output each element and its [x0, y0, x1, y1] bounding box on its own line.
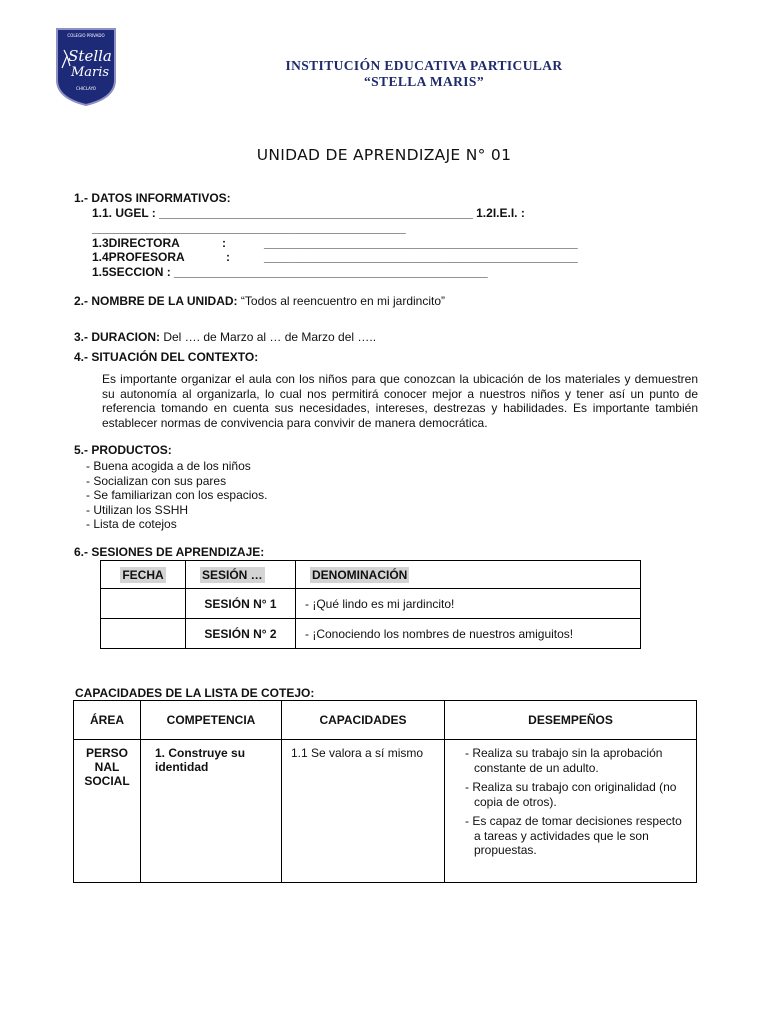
- nombre-unidad-label: 2.- NOMBRE DE LA UNIDAD:: [74, 294, 238, 308]
- desempeno-item: - Realiza su trabajo con originalidad (no copia de otros).: [465, 780, 677, 809]
- logo-text-stella: Stella: [68, 47, 112, 65]
- unit-title: UNIDAD DE APRENDIZAJE N° 01: [256, 146, 512, 164]
- producto-item: - Utilizan los SSHH: [86, 503, 189, 517]
- profesora-blank: _______________________________________________: [264, 250, 578, 264]
- cell-capacidad: 1.1 Se valora a sí mismo: [282, 740, 445, 883]
- producto-item: - Buena acogida a de los niños: [86, 459, 251, 473]
- ugel-line: 1.1. UGEL : _______________________________________________ 1.2I.E.I. :: [92, 206, 525, 220]
- col-header-capacidades: CAPACIDADES: [282, 701, 445, 740]
- nombre-unidad-value: “Todos al reencuentro en mi jardincito”: [237, 294, 445, 308]
- desempeno-item: - Es capaz de tomar decisiones respecto a tareas y actividades que le son propuestas.: [465, 814, 682, 857]
- duracion-label: 3.- DURACION:: [74, 330, 160, 344]
- directora-label: 1.3DIRECTORA: [92, 236, 180, 250]
- col-header-area: ÁREA: [74, 701, 141, 740]
- profesora-colon: :: [226, 250, 230, 264]
- duracion-row: [74, 330, 376, 344]
- directora-colon: :: [222, 236, 226, 250]
- profesora-label: 1.4PROFESORA: [92, 250, 185, 264]
- sesiones-heading: 6.- SESIONES DE APRENDIZAJE:: [74, 545, 265, 559]
- ugel-continuation-line: _______________________________________________: [92, 221, 406, 235]
- cell-sesion: SESIÓN N° 2: [186, 619, 296, 649]
- capacidades-heading: CAPACIDADES DE LA LISTA DE COTEJO:: [75, 686, 315, 700]
- col-header-denominacion: DENOMINACIÓN: [296, 561, 641, 589]
- cell-sesion: SESIÓN N° 1: [186, 589, 296, 619]
- cell-competencia: 1. Construye su identidad: [141, 740, 282, 883]
- cell-desempenos: [445, 740, 697, 883]
- col-header-desempenos: DESEMPEÑOS: [445, 701, 697, 740]
- directora-blank: _______________________________________________: [264, 236, 578, 250]
- institution-name-line2: “STELLA MARIS”: [363, 74, 484, 89]
- cell-denominacion: - ¡Conociendo los nombres de nuestros amiguitos!: [296, 619, 641, 649]
- productos-heading: 5.- PRODUCTOS:: [74, 443, 172, 457]
- situacion-heading: 4.- SITUACIÓN DEL CONTEXTO:: [74, 350, 259, 364]
- situacion-paragraph: Es importante organizar el aula con los niños para que conozcan la ubicación de los materiales y demuestren su autonomía al organizarla, lo cual nos permitirá conocer mejor a nuestros niños y tener así un punto de referencia tomando en cuenta sus necesidades, intereses, destrezas y habilidades. Es importante también establecer normas de convivencia para convivir de manera democrática.: [102, 372, 698, 430]
- col-header-sesion: SESIÓN …: [186, 561, 296, 589]
- institution-name-line1: INSTITUCIÓN EDUCATIVA PARTICULAR: [285, 58, 563, 73]
- table-row: [101, 589, 641, 619]
- logo-text-maris: Maris: [70, 65, 110, 80]
- producto-item: - Se familiarizan con los espacios.: [86, 488, 268, 502]
- producto-item: - Socializan con sus pares: [86, 474, 227, 488]
- cell-area: PERSO NAL SOCIAL: [74, 740, 141, 883]
- desempeno-item: - Realiza su trabajo sin la aprobación constante de un adulto.: [465, 746, 663, 775]
- cell-fecha: [101, 619, 186, 649]
- logo-text-top: COLEGIO PRIVADO: [67, 33, 105, 38]
- capacidades-header-row: [74, 701, 697, 740]
- table-row: [74, 740, 697, 883]
- logo-text-bottom: CHICLAYO: [76, 86, 96, 91]
- duracion-value: Del …. de Marzo al … de Marzo del …..: [160, 330, 377, 344]
- producto-item: - Lista de cotejos: [86, 517, 177, 531]
- col-header-fecha: FECHA: [101, 561, 186, 589]
- cell-fecha: [101, 589, 186, 619]
- sessions-header-row: [101, 561, 641, 589]
- sessions-table: [100, 560, 641, 649]
- seccion-line: 1.5SECCION : _______________________________________________: [92, 265, 488, 279]
- col-header-competencia: COMPETENCIA: [141, 701, 282, 740]
- section-datos-heading: 1.- DATOS INFORMATIVOS:: [74, 191, 231, 205]
- capacidades-table: [73, 700, 697, 883]
- table-row: [101, 619, 641, 649]
- nombre-unidad-row: [74, 294, 445, 308]
- cell-denominacion: - ¡Qué lindo es mi jardincito!: [296, 589, 641, 619]
